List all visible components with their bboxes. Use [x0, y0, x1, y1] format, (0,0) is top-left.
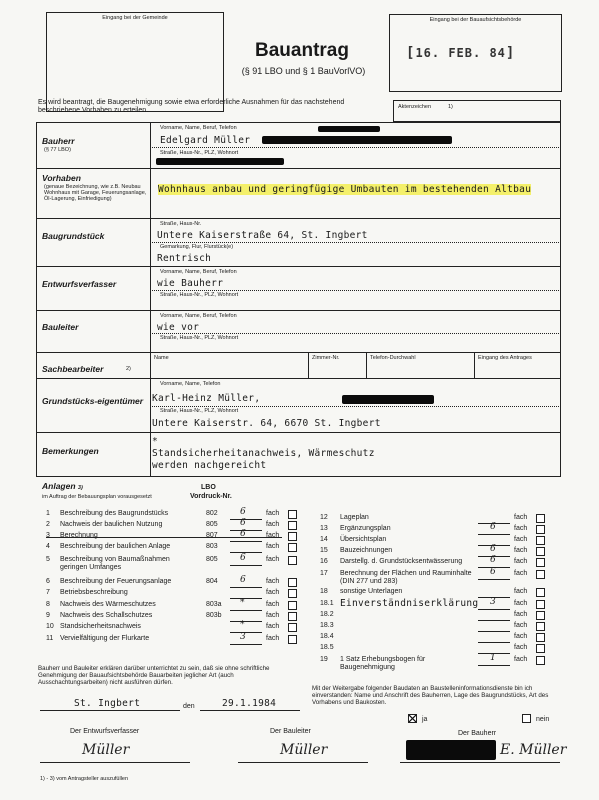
strikethrough-line	[46, 537, 282, 538]
anlage-right-checkbox[interactable]	[536, 588, 545, 597]
signature-bauleiter: Müller	[280, 742, 328, 758]
anlage-left-label: Nachweis des Schallschutzes	[60, 612, 153, 619]
anlage-right-count-field[interactable]: 1	[478, 656, 510, 666]
anlage-right-number: 17	[320, 570, 328, 577]
check-x-icon	[409, 715, 416, 722]
anlage-left-count-field[interactable]: 6	[230, 532, 262, 542]
anlage-right-number: 16	[320, 558, 328, 565]
anlage-right-number: 18.3	[320, 622, 334, 629]
anlage-left-number: 8	[46, 601, 50, 608]
label-bauleiter: Bauleiter	[42, 322, 79, 332]
sig-bauherr-label: Der Bauherr	[458, 730, 497, 737]
aktenzeichen-note: 1)	[448, 104, 453, 110]
hint-bauleiter-1: Vorname, Name, Beruf, Telefon	[160, 313, 237, 319]
anlage-left-count-field[interactable]: 6	[230, 521, 262, 531]
anlage-right-count-field[interactable]: 6	[478, 558, 510, 568]
label-grundstueckseigentuemer: Grundstücks-eigentümer	[42, 396, 144, 406]
hint-baugrundstueck-2: Gemarkung, Flur, Flurstück(e)	[160, 244, 234, 250]
anlage-right-number: 18	[320, 588, 328, 595]
label-bauherr-sub: (§ 77 LBO)	[44, 147, 71, 153]
anlagen-col-vordruck: Vordruck-Nr.	[190, 493, 232, 500]
anlage-right-fach: fach	[514, 536, 528, 543]
anlage-right-count-field[interactable]	[478, 622, 510, 632]
anlage-left-checkbox[interactable]	[288, 589, 297, 598]
anlage-right-number: 19	[320, 656, 328, 663]
checkbox-ja[interactable]	[408, 714, 417, 723]
value-eigentuemer-adresse[interactable]: Untere Kaiserstr. 64, 6670 St. Ingbert	[152, 418, 381, 429]
label-bauherr: Bauherr	[42, 136, 75, 146]
anlage-left-number: 4	[46, 543, 50, 550]
anlage-right-fach: fach	[514, 656, 528, 663]
anlage-left-fach: fach	[266, 556, 280, 563]
hint-eigentuemer-1: Vorname, Name, Telefon	[160, 381, 221, 387]
hint-eigentuemer-2: Straße, Haus-Nr., PLZ, Wohnort	[160, 408, 239, 414]
signature-entwurfsverfasser: Müller	[82, 742, 130, 758]
hint-sachbearbeiter-name: Name	[154, 355, 169, 361]
anlage-left-fach: fach	[266, 635, 280, 642]
anlage-left-code: 802	[206, 510, 218, 517]
hint-bauherr-2: Straße, Haus-Nr., PLZ, Wohnort	[160, 150, 239, 156]
anlage-right-fach: fach	[514, 622, 528, 629]
value-bauleiter[interactable]: wie vor	[157, 322, 200, 333]
label-ja: ja	[422, 716, 428, 723]
hint-sachbearbeiter-zimmer: Zimmer-Nr.	[312, 355, 340, 361]
anlage-right-number: 18.2	[320, 611, 334, 618]
anlage-left-label: Beschreibung des Baugrundstücks	[60, 510, 169, 517]
anlage-right-checkbox[interactable]	[536, 644, 545, 653]
anlage-left-checkbox[interactable]	[288, 635, 297, 644]
footnote: 1) - 3) vom Antragsteller auszufüllen	[40, 776, 129, 782]
anlage-right-label: Darstellg. d. Grundstücksentwässerung	[340, 558, 463, 565]
value-baugrundstueck-gemarkung[interactable]: Rentrisch	[157, 253, 212, 264]
anlage-right-fach: fach	[514, 525, 528, 532]
anlage-right-checkbox[interactable]	[536, 514, 545, 523]
anlage-left-label: Beschreibung der baulichen Anlage	[60, 543, 171, 550]
anlage-left-count-field[interactable]: 6	[230, 510, 262, 520]
redaction-bar	[318, 126, 380, 132]
anlage-left-count-field[interactable]: 3	[230, 635, 262, 645]
anlage-left-fach: fach	[266, 510, 280, 517]
anlage-left-fach: fach	[266, 589, 280, 596]
anlage-left-label: Berechnung	[60, 532, 98, 539]
anlage-left-count-field[interactable]: *	[230, 601, 262, 611]
anlage-right-number: 13	[320, 525, 328, 532]
footer-notice-left: Bauherr und Bauleiter erklären darüber unterrichtet zu sein, daß sie ohne schriftliche Genehmigung der Bauaufsichtsbehörde Bauarbeiten jeglicher Art (auch Ausschachtungsarbeiten) nicht ausführen dürfen.	[38, 665, 270, 686]
anlage-left-number: 3	[46, 532, 50, 539]
signature-bauherr: E. Müller	[500, 742, 567, 758]
anlage-right-fach: fach	[514, 514, 528, 521]
anlage-left-label: Beschreibung der Feuerungsanlage	[60, 578, 172, 585]
stamp-date: 16. FEB. 84	[415, 46, 506, 60]
value-entwurfsverfasser[interactable]: wie Bauherr	[157, 278, 224, 289]
value-bemerkungen-1[interactable]: Standsicherheitanachweis, Wärmeschutz	[152, 448, 375, 459]
anlage-right-label: Ergänzungsplan	[340, 525, 391, 532]
anlage-left-count-field[interactable]: 6	[230, 578, 262, 588]
anlage-right-checkbox[interactable]	[536, 547, 545, 556]
anlage-right-checkbox[interactable]	[536, 611, 545, 620]
anlage-right-label: Lageplan	[340, 514, 369, 521]
label-entwurfsverfasser: Entwurfsverfasser	[42, 279, 117, 289]
anlage-right-fach: fach	[514, 588, 528, 595]
eingang-gemeinde-label: Eingang bei der Gemeinde	[102, 15, 168, 21]
anlage-right-checkbox[interactable]	[536, 622, 545, 631]
hint-sachbearbeiter-eingang: Eingang des Antrages	[478, 355, 532, 361]
anlage-right-number: 12	[320, 514, 328, 521]
value-bemerkungen-2[interactable]: werden nachgereicht	[152, 460, 267, 471]
anlage-right-fach: fach	[514, 600, 528, 607]
eingang-behoerde-box	[389, 14, 562, 92]
anlage-left-code: 803b	[206, 612, 222, 619]
anlage-left-label: Vervielfältigung der Flurkarte	[60, 635, 150, 642]
anlage-left-count-field[interactable]	[230, 612, 262, 622]
eingang-gemeinde-box	[46, 12, 224, 112]
anlage-left-fach: fach	[266, 612, 280, 619]
hint-sachbearbeiter-telefon: Telefon-Durchwahl	[370, 355, 416, 361]
anlage-left-count-field[interactable]	[230, 589, 262, 599]
aktenzeichen-label: Aktenzeichen	[398, 104, 432, 110]
anlage-right-label[interactable]: Einverständniserklärung	[340, 598, 479, 609]
anlage-left-number: 7	[46, 589, 50, 596]
anlage-left-checkbox[interactable]	[288, 510, 297, 519]
anlage-right-checkbox[interactable]	[536, 633, 545, 642]
hint-bauleiter-2: Straße, Haus-Nr., PLZ, Wohnort	[160, 335, 239, 341]
anlage-left-label: Beschreibung von Baumaßnahmen geringen Umfanges	[60, 556, 170, 572]
anlage-left-count-field[interactable]: 6	[230, 556, 262, 566]
anlage-left-label: Nachweis der baulichen Nutzung	[60, 521, 163, 528]
anlage-right-count-field[interactable]: 6	[478, 525, 510, 535]
anlage-left-fach: fach	[266, 578, 280, 585]
anlage-left-number: 2	[46, 521, 50, 528]
sig-entwurf-label: Der Entwurfsverfasser	[70, 728, 140, 735]
anlage-left-code: 805	[206, 556, 218, 563]
aktenzeichen-box[interactable]	[393, 100, 561, 122]
anlage-left-label: Betriebsbeschreibung	[60, 589, 128, 596]
anlage-left-code: 805	[206, 521, 218, 528]
anlage-left-checkbox[interactable]	[288, 521, 297, 530]
anlage-right-fach: fach	[514, 633, 528, 640]
anlage-right-number: 14	[320, 536, 328, 543]
footer-notice-right: Mit der Weitergabe folgender Baudaten an Baustelleninformationsdienste bin ich einverstanden: Name und Anschrift des Bauherren, Lage des Baugrundstücks, Art des Vorhabens und Baukosten.	[312, 685, 549, 706]
form-title: Bauantrag	[255, 40, 349, 61]
anlage-left-count-field[interactable]: *	[230, 623, 262, 633]
label-vorhaben: Vorhaben	[42, 173, 81, 183]
footer-den-label: den	[183, 703, 195, 710]
anlage-right-label: Übersichtsplan	[340, 536, 387, 543]
anlage-left-number: 9	[46, 612, 50, 619]
anlage-left-number: 10	[46, 623, 54, 630]
value-baugrundstueck-adresse[interactable]: Untere Kaiserstraße 64, St. Ingbert	[157, 230, 368, 241]
anlage-right-fach: fach	[514, 570, 528, 577]
anlage-left-code: 807	[206, 532, 218, 539]
checkbox-nein[interactable]	[522, 714, 531, 723]
anlage-right-number: 18.4	[320, 633, 334, 640]
anlage-right-count-field[interactable]: 6	[478, 547, 510, 557]
value-bauherr-name[interactable]: Edelgard Müller	[160, 135, 251, 146]
anlage-left-fach: fach	[266, 623, 280, 630]
anlage-right-fach: fach	[514, 547, 528, 554]
label-nein: nein	[536, 716, 550, 723]
anlagen-col-lbo: LBO	[201, 484, 216, 491]
anlage-right-checkbox[interactable]	[536, 600, 545, 609]
anlage-left-checkbox[interactable]	[288, 543, 297, 552]
eingang-behoerde-label: Eingang bei der Bauaufsichtsbehörde	[429, 17, 522, 23]
anlage-left-code: 803	[206, 543, 218, 550]
anlage-right-count-field[interactable]: 3	[478, 600, 510, 610]
redaction-bar	[406, 740, 496, 760]
hint-bauherr-1: Vorname, Name, Beruf, Telefon	[160, 125, 237, 131]
anlage-right-fach: fach	[514, 558, 528, 565]
anlage-left-fach: fach	[266, 601, 280, 608]
label-sachbearbeiter: Sachbearbeiter	[42, 364, 104, 374]
anlage-left-code: 803a	[206, 601, 222, 608]
anlage-left-label: Nachweis des Wärmeschutzes	[60, 601, 156, 608]
eingang-stamp: [16. FEB. 84]	[406, 45, 516, 61]
hint-baugrundstueck-1: Straße, Haus-Nr.	[160, 221, 202, 227]
anlage-left-checkbox[interactable]	[288, 532, 297, 541]
intro-text: Es wird beantragt, die Baugenehmigung sowie etwa erforderliche Ausnahmen für das nachstehend beschriebene Vorhaben zu erteilen.	[38, 99, 345, 115]
value-bemerkungen-star: *	[152, 436, 159, 447]
anlage-right-number: 15	[320, 547, 328, 554]
anlage-right-label: Berechnung der Flächen und Rauminhalte (DIN 277 und 283)	[340, 570, 472, 586]
footer-date[interactable]: 29.1.1984	[222, 698, 277, 709]
anlage-left-checkbox[interactable]	[288, 601, 297, 610]
footer-place[interactable]: St. Ingbert	[74, 698, 141, 709]
anlage-left-fach: fach	[266, 521, 280, 528]
redaction-bar	[262, 136, 452, 144]
hint-entwurfsverfasser-2: Straße, Haus-Nr., PLZ, Wohnort	[160, 292, 239, 298]
label-bemerkungen: Bemerkungen	[42, 446, 99, 456]
anlage-left-checkbox[interactable]	[288, 578, 297, 587]
anlage-left-number: 5	[46, 556, 50, 563]
label-vorhaben-sub: (genaue Bezeichnung, wie z.B. Neubau Wohnhaus mit Garage, Feuerungsanlage, Öl-Lagerung, Einfriedigung)	[44, 184, 147, 203]
anlage-left-fach: fach	[266, 532, 280, 539]
anlage-left-fach: fach	[266, 543, 280, 550]
anlage-right-label: sonstige Unterlagen	[340, 588, 403, 595]
anlage-left-checkbox[interactable]	[288, 612, 297, 621]
label-sachbearbeiter-note: 2)	[126, 366, 131, 372]
anlage-left-checkbox[interactable]	[288, 556, 297, 565]
anlage-left-code: 804	[206, 578, 218, 585]
hint-entwurfsverfasser-1: Vorname, Name, Beruf, Telefon	[160, 269, 237, 275]
anlage-right-number: 18.5	[320, 644, 334, 651]
redaction-bar	[156, 158, 284, 165]
anlage-right-count-field[interactable]: 6	[478, 570, 510, 580]
anlage-left-checkbox[interactable]	[288, 623, 297, 632]
anlage-right-label: Bauzeichnungen	[340, 547, 393, 554]
value-eigentuemer-name[interactable]: Karl-Heinz Müller,	[152, 393, 261, 404]
anlage-right-checkbox[interactable]	[536, 570, 545, 579]
anlage-right-fach: fach	[514, 611, 528, 618]
anlage-left-label: Standsicherheitsnachweis	[60, 623, 141, 630]
anlage-right-checkbox[interactable]	[536, 558, 545, 567]
anlage-right-count-field[interactable]	[478, 611, 510, 621]
label-baugrundstueck: Baugrundstück	[42, 231, 105, 241]
anlage-right-number: 18.1	[320, 600, 334, 607]
anlage-right-checkbox[interactable]	[536, 656, 545, 665]
anlagen-title: Anlagen 3)	[42, 481, 83, 491]
anlagen-sub: im Auftrag der Bebauungsplan vorausgesetzt	[42, 494, 152, 500]
anlage-left-number: 6	[46, 578, 50, 585]
form-subtitle: (§ 91 LBO und § 1 BauVorlVO)	[241, 66, 366, 76]
anlage-right-checkbox[interactable]	[536, 525, 545, 534]
redaction-bar	[342, 395, 434, 404]
anlage-right-count-field[interactable]	[478, 633, 510, 643]
anlage-right-fach: fach	[514, 644, 528, 651]
anlage-left-count-field[interactable]	[230, 543, 262, 553]
anlage-left-number: 1	[46, 510, 50, 517]
value-vorhaben[interactable]: Wohnhaus anbau und geringfügige Umbauten im bestehenden Altbau	[158, 184, 532, 195]
sig-bauleiter-label: Der Bauleiter	[270, 728, 311, 735]
anlage-right-checkbox[interactable]	[536, 536, 545, 545]
anlage-left-number: 11	[46, 635, 54, 642]
anlage-right-label: 1 Satz Erhebungsbogen für Baugenehmigung	[340, 656, 426, 672]
